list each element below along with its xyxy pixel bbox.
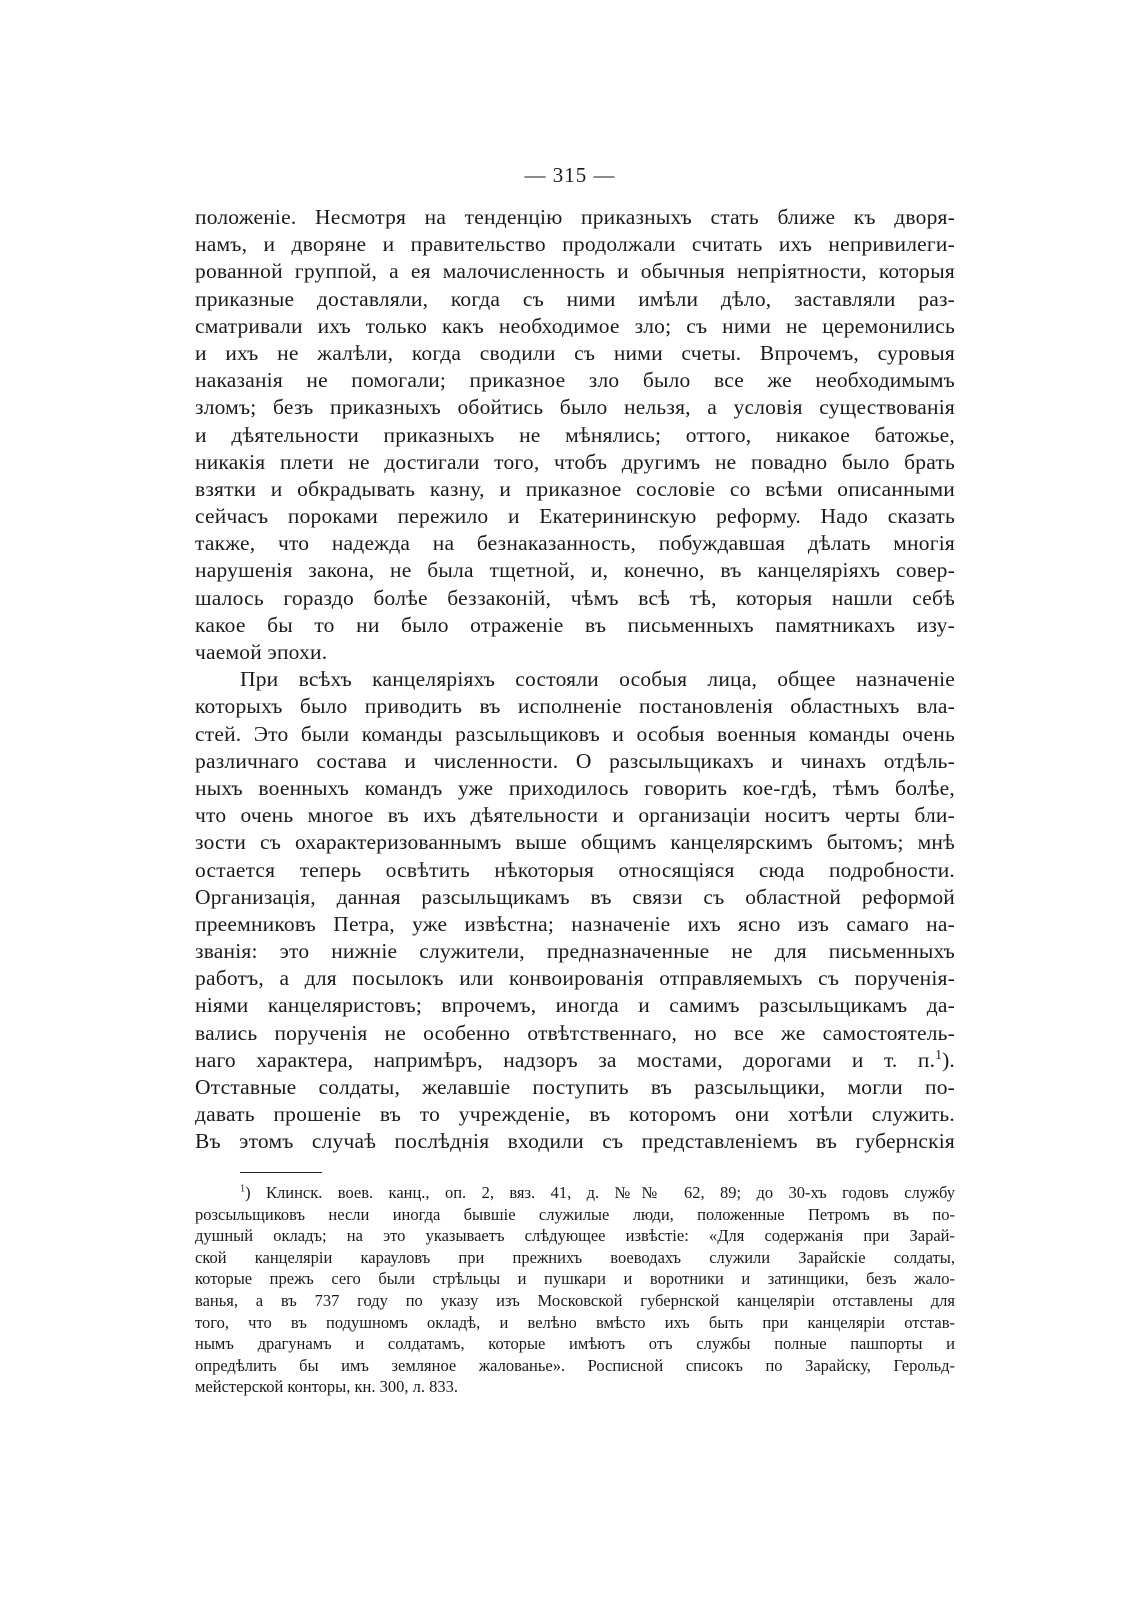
footnote-line-text: Клинск. воев. канц., оп. 2, вяз. 41, д. №№ 62, 89; до 30-хъ годовъ службу [266, 1183, 955, 1202]
text-line: наго характера, напримѣръ, надзоръ за мостами, дорогами и т. п. [195, 1047, 936, 1072]
text-line: Организація, данная разсыльщикамъ въ связи съ областной реформой [195, 884, 955, 909]
footnote-line: ской канцеляріи карауловъ при прежнихъ воеводахъ служили Зарайскіе солдаты, [195, 1247, 955, 1267]
footnote-line: того, что въ подушномъ окладѣ, и велѣно вмѣсто ихъ быть при канцеляріи отстав- [195, 1312, 955, 1332]
text-line: и ихъ не жалѣли, когда сводили съ ними счеты. Впрочемъ, суровыя [195, 340, 955, 365]
text-line: шалось гораздо болѣе беззаконій, чѣмъ всѣ тѣ, которыя нашли себѣ [195, 585, 955, 610]
text-line: сматривали ихъ только какъ необходимое зло; съ ними не церемонились [195, 313, 955, 338]
footnote-line: душный окладъ; на это указываетъ слѣдующее извѣстіе: «Для содержанія при Зарай- [195, 1226, 955, 1246]
footnote-ref: 1 [935, 1046, 943, 1062]
text-line: остается теперь освѣтить нѣкоторыя относящіяся сюда подробности. [195, 857, 955, 882]
text-line: работъ, а для посылокъ или конвоированія отправляемыхъ съ порученія- [195, 966, 955, 991]
footnote-line: мейстерской конторы, кн. 300, л. 833. [195, 1377, 458, 1397]
body-text [195, 204, 955, 1156]
text-line: положеніе. Несмотря на тенденцію приказныхъ стать ближе къ дворя- [195, 205, 955, 229]
text-line: зломъ; безъ приказныхъ обойтись было нельзя, а условія существованія [195, 395, 955, 420]
footnote-line: розсыльщиковъ несли иногда бывшіе служилые люди, положенные Петромъ въ по- [195, 1204, 955, 1224]
text-line: которыхъ было приводить въ исполненіе постановленія областныхъ вла- [195, 694, 955, 719]
text-line: чаемой эпохи. [195, 640, 328, 664]
paragraph-start-line: При всѣхъ канцеляріяхъ состояли особыя лица, общее назначеніе [240, 667, 955, 692]
text-line: и дѣятельности приказныхъ не мѣнялись; оттого, никакое батожье, [195, 422, 955, 447]
text-line: взятки и обкрадывать казну, и приказное сословіе со всѣми описанными [195, 476, 955, 501]
footnote-line: ванья, а въ 737 году по указу изъ Московской губернской канцеляріи отставлены для [195, 1290, 955, 1310]
text-line: никакія плети не достигали того, чтобъ другимъ не повадно было брать [195, 449, 955, 474]
text-line-with-footnote-ref [195, 1047, 955, 1074]
text-line: ныхъ военныхъ командъ уже приходилось говорить кое-гдѣ, тѣмъ болѣе, [195, 775, 955, 800]
footnote-line: которые прежъ сего были стрѣльцы и пушкари и воротники и затинщики, безъ жало- [195, 1269, 955, 1289]
text-line: рованной группой, а ея малочисленность и обычныя непріятности, которыя [195, 259, 955, 284]
text-line: также, что надежда на безнаказанность, побуждавшая дѣлать многія [195, 531, 955, 556]
text-line: сейчасъ пороками пережило и Екатерининскую реформу. Надо сказать [195, 504, 955, 529]
text-line: намъ, и дворяне и правительство продолжали считать ихъ непривилеги- [195, 232, 955, 257]
text-line: наказанія не помогали; приказное зло было все же необходимымъ [195, 368, 955, 393]
text-line: зости съ охарактеризованнымъ выше общимъ канцелярскимъ бытомъ; мнѣ [195, 830, 955, 855]
text-line: давать прошеніе въ то учрежденіе, въ которомъ они хотѣли служить. [195, 1102, 955, 1127]
footnote-line: $^1$) Клинск. воев. канц., оп. 2, вяз. 41, д. №№ 62, 89; до 30-хъ годовъ службу [240, 1183, 955, 1202]
text-line: нарушенія закона, не была тщетной, и, конечно, въ канцеляріяхъ совер- [195, 558, 955, 583]
text-line: преемниковъ Петра, уже извѣстна; назначеніе ихъ ясно изъ самаго на- [195, 911, 955, 936]
text-line: Въ этомъ случаѣ послѣднія входили съ представленіемъ въ губернскія [195, 1129, 955, 1154]
text-line: различнаго состава и численности. О разсыльщикахъ и чинахъ отдѣль- [195, 748, 955, 773]
footnote-divider [240, 1172, 322, 1173]
text-line: стей. Это были команды разсыльщиковъ и особыя военныя команды очень [195, 721, 955, 746]
page-number: — 315 — [524, 163, 616, 187]
text-line: ніями канцеляристовъ; впрочемъ, иногда и самимъ разсыльщикамъ да- [195, 993, 955, 1018]
text-line: вались порученія не особенно отвѣтственнаго, но все же самостоятель- [195, 1020, 955, 1045]
text-line: Отставные солдаты, желавшіе поступить въ разсыльщики, могли по- [195, 1075, 955, 1099]
text-line: званія: это нижніе служители, предназначенные не для письменныхъ [195, 939, 955, 964]
text-line: приказные доставляли, когда съ ними имѣли дѣло, заставляли раз- [195, 286, 955, 311]
footnote-line: нымъ драгунамъ и солдатамъ, которые имѣютъ отъ службы полные пашпорты и [195, 1334, 955, 1354]
footnote [195, 1182, 955, 1398]
text-line: что очень многое въ ихъ дѣятельности и организаціи носитъ черты бли- [195, 803, 955, 828]
text-line: какое бы то ни было отраженіе въ письменныхъ памятникахъ изу- [195, 612, 955, 637]
footnote-line: опредѣлить бы имъ земляное жалованье». Росписной списокъ по Зарайску, Герольд- [195, 1355, 955, 1375]
footnote-ref-close: ). [942, 1047, 955, 1072]
footnote-marker: 1 [240, 1183, 246, 1195]
